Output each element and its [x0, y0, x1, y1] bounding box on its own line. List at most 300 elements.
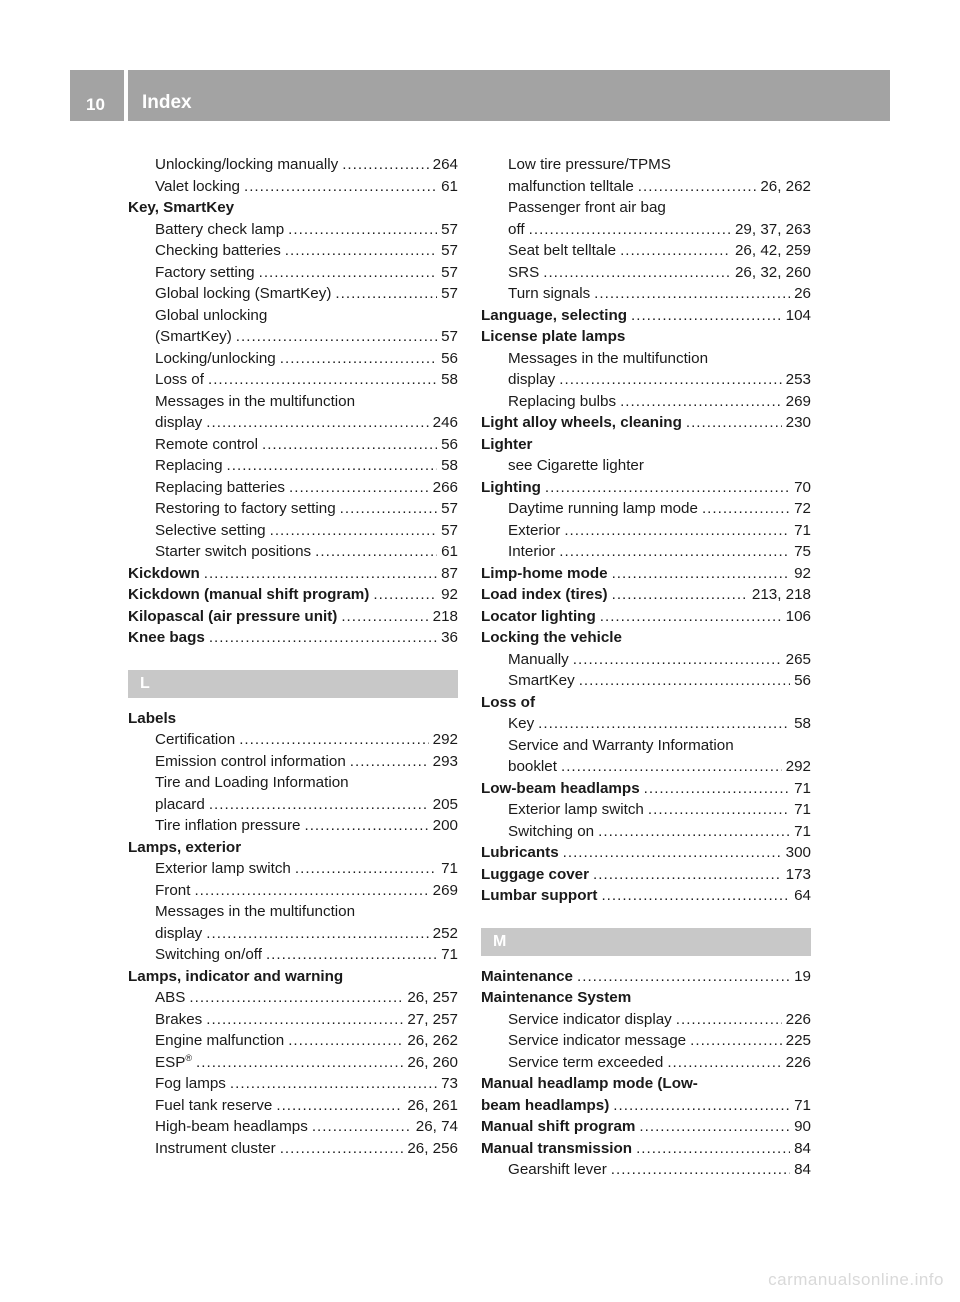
index-subentry: [481, 197, 811, 219]
entry-label: Lighting: [481, 478, 541, 496]
page-reference[interactable]: 58: [441, 457, 458, 474]
entry-label: Replacing: [155, 457, 223, 474]
dot-leader: [270, 520, 438, 542]
index-subentry: [481, 455, 811, 477]
page-reference[interactable]: 36: [441, 629, 458, 646]
entry-label: Global unlocking: [155, 306, 268, 324]
page-reference[interactable]: 218: [432, 607, 458, 625]
entry-label: Lumbar support: [481, 887, 598, 904]
index-subentry: [481, 283, 811, 305]
entry-text: [508, 649, 569, 671]
entry-label: display: [508, 371, 556, 388]
page-reference[interactable]: 84: [794, 1161, 811, 1178]
page-reference[interactable]: 200: [432, 817, 458, 834]
index-subentry: [128, 391, 458, 413]
dot-leader: [612, 563, 791, 585]
index-subentry: [481, 713, 811, 735]
page-reference[interactable]: 173: [785, 865, 811, 883]
index-entry: [128, 708, 458, 730]
entry-label: placard: [155, 795, 205, 813]
dot-leader: [236, 326, 437, 348]
index-subentry: [128, 880, 458, 902]
entry-label: Replacing batteries: [155, 478, 286, 496]
entry-text: [481, 563, 608, 585]
page-reference[interactable]: 26, 261: [407, 1096, 458, 1114]
dot-leader: [227, 455, 438, 477]
entry-label: off: [508, 220, 525, 238]
dot-leader: [206, 923, 428, 945]
entry-text: [155, 794, 205, 816]
entry-text: [481, 606, 596, 628]
entry-label: Maintenance: [481, 967, 573, 985]
page-reference[interactable]: 71: [441, 946, 458, 963]
index-entry: [481, 692, 811, 714]
dot-leader: [196, 1052, 403, 1074]
index-subentry: [481, 369, 811, 391]
entry-text: [481, 326, 625, 348]
page-reference[interactable]: 56: [441, 435, 458, 453]
page-reference[interactable]: 71: [441, 860, 458, 877]
dot-leader: [577, 966, 790, 988]
page-reference[interactable]: 87: [441, 564, 458, 582]
entry-label: Exterior lamp switch: [508, 801, 644, 818]
page-reference[interactable]: 106: [785, 607, 811, 625]
dot-leader: [636, 1138, 790, 1160]
entry-label: Service and Warranty Information: [508, 736, 734, 754]
page-reference[interactable]: 90: [794, 1118, 811, 1135]
entry-text: [481, 987, 631, 1009]
index-subentry: [128, 154, 458, 176]
page-reference[interactable]: 26, 74: [415, 1118, 458, 1135]
page-reference[interactable]: 226: [785, 1053, 811, 1071]
page-reference[interactable]: 292: [785, 758, 811, 775]
entry-text: [481, 692, 535, 714]
entry-text: [155, 283, 331, 305]
index-subentry: [128, 326, 458, 348]
entry-text: [155, 729, 235, 751]
page-number: 10: [86, 95, 105, 114]
entry-label: Switching on: [508, 822, 595, 840]
dot-leader: [573, 649, 782, 671]
page-reference[interactable]: 70: [794, 478, 811, 496]
index-subentry: [481, 520, 811, 542]
page-reference[interactable]: 61: [441, 543, 458, 560]
entry-text: [508, 391, 616, 413]
entry-label: Fog lamps: [155, 1075, 226, 1092]
entry-label: Low-beam headlamps: [481, 779, 640, 797]
index-subentry: [128, 1138, 458, 1160]
index-subentry: [128, 729, 458, 751]
entry-text: [155, 944, 262, 966]
page-reference[interactable]: 57: [441, 328, 458, 345]
entry-text: [155, 1009, 202, 1031]
entry-text: [155, 815, 300, 837]
page-reference[interactable]: 75: [794, 543, 811, 560]
dot-leader: [600, 606, 782, 628]
entry-text: [508, 197, 666, 219]
entry-text: [155, 412, 202, 434]
dot-leader: [295, 858, 437, 880]
entry-text: [155, 520, 266, 542]
page-reference[interactable]: 226: [785, 1010, 811, 1028]
entry-text: [155, 901, 355, 923]
entry-label: Language, selecting: [481, 306, 628, 324]
entry-text: [481, 305, 627, 327]
entry-label: Emission control information: [155, 752, 346, 770]
page-reference[interactable]: 71: [794, 779, 811, 797]
dot-leader: [340, 498, 437, 520]
page-reference[interactable]: 246: [432, 414, 458, 431]
entry-text: [508, 735, 734, 757]
index-subentry: [128, 477, 458, 499]
dot-leader: [561, 756, 782, 778]
index-subentry: [128, 751, 458, 773]
index-subentry: [128, 176, 458, 198]
page-header: [70, 70, 890, 121]
entry-text: [128, 606, 337, 628]
index-subentry: [128, 305, 458, 327]
entry-label: Locking the vehicle: [481, 629, 622, 646]
page-reference[interactable]: 225: [785, 1032, 811, 1049]
entry-text: [481, 864, 589, 886]
dot-leader: [341, 606, 428, 628]
index-entry: [481, 584, 811, 606]
index-subentry: [481, 1159, 811, 1181]
dot-leader: [276, 1095, 403, 1117]
dot-leader: [335, 283, 437, 305]
page-reference[interactable]: 26, 262: [407, 1032, 458, 1049]
entry-text: [508, 498, 698, 520]
index-subentry: [128, 541, 458, 563]
entry-label: Engine malfunction: [155, 1032, 285, 1049]
entry-label: Interior: [508, 543, 556, 560]
dot-leader: [702, 498, 790, 520]
entry-label: Brakes: [155, 1010, 203, 1028]
index-entry: [481, 1138, 811, 1160]
entry-label: Starter switch positions: [155, 543, 312, 560]
entry-text: [481, 434, 532, 456]
entry-text: [508, 799, 644, 821]
page-reference[interactable]: 57: [441, 220, 458, 238]
index-subentry: [128, 923, 458, 945]
index-subentry: [481, 756, 811, 778]
dot-leader: [612, 584, 748, 606]
dot-leader: [315, 541, 437, 563]
page-reference[interactable]: 26, 257: [407, 989, 458, 1006]
entry-label: SmartKey: [508, 672, 575, 689]
entry-text: [128, 966, 343, 988]
entry-text: [155, 305, 267, 327]
entry-text: [155, 219, 284, 241]
index-entry: [128, 966, 458, 988]
entry-label: Labels: [128, 709, 177, 727]
page-reference[interactable]: 230: [785, 414, 811, 431]
entry-text: [508, 821, 594, 843]
entry-label: Front: [155, 881, 191, 899]
page-reference[interactable]: 57: [441, 263, 458, 281]
index-entry: [481, 477, 811, 499]
entry-text: [481, 412, 682, 434]
dot-leader: [676, 1009, 782, 1031]
index-subentry: [481, 1052, 811, 1074]
index-subentry: [128, 1030, 458, 1052]
entry-text: [155, 455, 223, 477]
watermark: carmanualsonline.info: [768, 1270, 944, 1289]
entry-text: [508, 219, 525, 241]
entry-label: Daytime running lamp mode: [508, 500, 698, 517]
entry-label: Exterior lamp switch: [155, 860, 291, 877]
entry-text: [155, 477, 285, 499]
page-reference[interactable]: 213, 218: [751, 586, 811, 603]
index-subentry: [481, 735, 811, 757]
index-subentry: [481, 541, 811, 563]
page-reference[interactable]: 26, 262: [760, 177, 811, 195]
entry-label: Locking/unlocking: [155, 349, 276, 367]
entry-label: Loss of: [481, 693, 536, 711]
page-reference[interactable]: 269: [432, 881, 458, 899]
entry-text: [481, 477, 541, 499]
page-reference[interactable]: 64: [794, 887, 811, 904]
index-entry: [128, 837, 458, 859]
dot-leader: [206, 412, 428, 434]
dot-leader: [312, 1116, 412, 1138]
index-subentry: [128, 262, 458, 284]
entry-label: Service indicator message: [508, 1032, 687, 1049]
page-reference[interactable]: 29, 37, 263: [734, 220, 811, 238]
entry-text: [508, 1052, 663, 1074]
page-reference[interactable]: 26, 42, 259: [734, 242, 811, 259]
entry-label: Service indicator display: [508, 1010, 672, 1028]
registered-mark: ®: [185, 1052, 193, 1063]
dot-leader: [686, 412, 782, 434]
entry-label: Exterior: [508, 521, 561, 539]
page-reference[interactable]: 57: [441, 521, 458, 539]
entry-label: Gearshift lever: [508, 1161, 607, 1178]
page-title: Index: [142, 92, 192, 113]
page-reference[interactable]: 92: [441, 586, 458, 603]
entry-text: [155, 541, 311, 563]
dot-leader: [280, 348, 437, 370]
page-reference[interactable]: 58: [441, 371, 458, 388]
index-entry: [481, 606, 811, 628]
header-divider: [124, 70, 128, 121]
page-reference[interactable]: 71: [794, 1096, 811, 1114]
page-reference[interactable]: 56: [441, 349, 458, 367]
entry-label: Unlocking/locking manually: [155, 156, 339, 173]
entry-text: [128, 584, 369, 606]
index-subentry: [481, 799, 811, 821]
index-subentry: [481, 1009, 811, 1031]
index-subentry: [128, 815, 458, 837]
page-reference[interactable]: 26, 256: [407, 1139, 458, 1157]
page-reference[interactable]: 73: [441, 1075, 458, 1092]
entry-text: [508, 176, 634, 198]
page-reference[interactable]: 57: [441, 285, 458, 302]
index-subentry: [128, 772, 458, 794]
page-reference[interactable]: 57: [441, 500, 458, 517]
page-reference[interactable]: 265: [785, 650, 811, 668]
entry-text: [508, 756, 557, 778]
entry-text: [128, 197, 234, 219]
index-entry: [481, 1073, 811, 1095]
entry-text: [128, 708, 176, 730]
index-subentry: [128, 219, 458, 241]
entry-label: Low tire pressure/TPMS: [508, 156, 671, 173]
dot-leader: [543, 262, 731, 284]
dot-leader: [631, 305, 782, 327]
page-reference[interactable]: 72: [794, 500, 811, 517]
section-heading-m: M: [481, 928, 811, 956]
page-reference[interactable]: 26, 32, 260: [734, 263, 811, 281]
index-entry: [481, 434, 811, 456]
entry-text: [155, 498, 336, 520]
dot-leader: [288, 219, 437, 241]
entry-label: Global locking (SmartKey): [155, 285, 332, 302]
page-reference[interactable]: 253: [785, 371, 811, 388]
entry-text: [155, 1116, 308, 1138]
dot-leader: [209, 627, 437, 649]
page-reference[interactable]: 19: [794, 967, 811, 985]
entry-label: Turn signals: [508, 285, 591, 302]
page-reference[interactable]: 293: [432, 752, 458, 770]
index-column-left: [128, 154, 458, 1159]
dot-leader: [244, 176, 437, 198]
index-subentry: [481, 1030, 811, 1052]
page-reference[interactable]: 58: [794, 715, 811, 732]
page-reference[interactable]: 92: [794, 564, 811, 582]
entry-label: ABS: [155, 989, 186, 1006]
entry-label: Manual headlamp mode (Low-: [481, 1075, 698, 1092]
page-reference[interactable]: 84: [794, 1139, 811, 1157]
page-reference[interactable]: 27, 257: [407, 1010, 458, 1028]
entry-label: Messages in the multifunction: [508, 349, 709, 367]
entry-text: [481, 885, 597, 907]
index-subentry: [128, 348, 458, 370]
entry-label: Light alloy wheels, cleaning: [481, 414, 682, 431]
index-subentry: [128, 944, 458, 966]
entry-label: Battery check lamp: [155, 220, 285, 238]
page-reference[interactable]: 56: [794, 672, 811, 689]
index-entry: [128, 627, 458, 649]
page-reference[interactable]: 26, 260: [407, 1053, 458, 1071]
dot-leader: [593, 864, 782, 886]
dot-leader: [559, 369, 781, 391]
entry-label: Checking batteries: [155, 242, 281, 259]
entry-text: [508, 670, 575, 692]
dot-leader: [350, 751, 429, 773]
page-reference[interactable]: 71: [794, 822, 811, 840]
dot-leader: [304, 815, 428, 837]
dot-leader: [648, 799, 790, 821]
entry-text: [155, 262, 255, 284]
page-reference[interactable]: 269: [785, 392, 811, 410]
entry-text: [155, 348, 276, 370]
entry-label: Instrument cluster: [155, 1139, 276, 1157]
page-reference[interactable]: 104: [785, 306, 811, 324]
index-subentry: [128, 1095, 458, 1117]
index-entry: [481, 1095, 811, 1117]
index-entry: [128, 563, 458, 585]
page-reference[interactable]: 57: [441, 242, 458, 259]
index-subentry: [481, 219, 811, 241]
index-subentry: [128, 1009, 458, 1031]
index-subentry: [128, 369, 458, 391]
entry-label: (SmartKey): [155, 328, 232, 345]
entry-label: Luggage cover: [481, 865, 590, 883]
index-entry: [481, 987, 811, 1009]
entry-text: [155, 858, 291, 880]
entry-text: [508, 455, 644, 477]
entry-text: [508, 1009, 672, 1031]
entry-label: Fuel tank reserve: [155, 1096, 273, 1114]
index-subentry: [481, 176, 811, 198]
entry-label: Kilopascal (air pressure unit): [128, 607, 338, 625]
index-subentry: [128, 987, 458, 1009]
index-subentry: [128, 520, 458, 542]
index-subentry: [128, 498, 458, 520]
index-subentry: [481, 498, 811, 520]
index-subentry: [128, 1116, 458, 1138]
page-reference[interactable]: 300: [785, 844, 811, 861]
page-reference[interactable]: 205: [432, 795, 458, 813]
entry-text: [155, 391, 355, 413]
index-subentry: [128, 455, 458, 477]
entry-label: Tire inflation pressure: [155, 817, 301, 834]
index-entry: [481, 627, 811, 649]
entry-text: [481, 1073, 698, 1095]
page-reference[interactable]: 252: [432, 924, 458, 942]
dot-leader: [620, 391, 782, 413]
entry-label: ESP: [155, 1053, 186, 1071]
entry-label: Key, SmartKey: [128, 199, 235, 216]
dot-leader: [559, 541, 790, 563]
entry-label: Passenger front air bag: [508, 199, 666, 216]
entry-label: Factory setting: [155, 263, 255, 281]
entry-text: [155, 326, 232, 348]
entry-label: Lubricants: [481, 844, 559, 861]
page-reference[interactable]: 71: [794, 801, 811, 818]
page-reference[interactable]: 266: [432, 478, 458, 496]
page-reference[interactable]: 26: [794, 285, 811, 302]
index-subentry: [481, 348, 811, 370]
entry-label: Manual shift program: [481, 1118, 636, 1135]
index-subentry: [481, 649, 811, 671]
page-reference[interactable]: 61: [441, 177, 458, 195]
index-entry: [481, 326, 811, 348]
entry-text: [508, 1159, 607, 1181]
entry-label: Locator lighting: [481, 607, 596, 625]
entry-label: beam headlamps): [481, 1096, 610, 1114]
entry-label: Lamps, exterior: [128, 838, 242, 856]
entry-text: [508, 154, 671, 176]
entry-text: [481, 1095, 609, 1117]
entry-label: Seat belt telltale: [508, 242, 617, 259]
dot-leader: [209, 794, 429, 816]
dot-leader: [538, 713, 790, 735]
index-subentry: [481, 821, 811, 843]
entry-label: Lamps, indicator and warning: [128, 967, 344, 985]
entry-text: [128, 627, 205, 649]
index-subentry: [128, 794, 458, 816]
entry-text: [508, 713, 534, 735]
page-reference[interactable]: 264: [432, 156, 458, 173]
entry-text: [481, 966, 573, 988]
page-reference[interactable]: 292: [432, 731, 458, 748]
page-reference[interactable]: 71: [794, 521, 811, 539]
dot-leader: [579, 670, 790, 692]
dot-leader: [230, 1073, 437, 1095]
entry-text: [481, 778, 640, 800]
